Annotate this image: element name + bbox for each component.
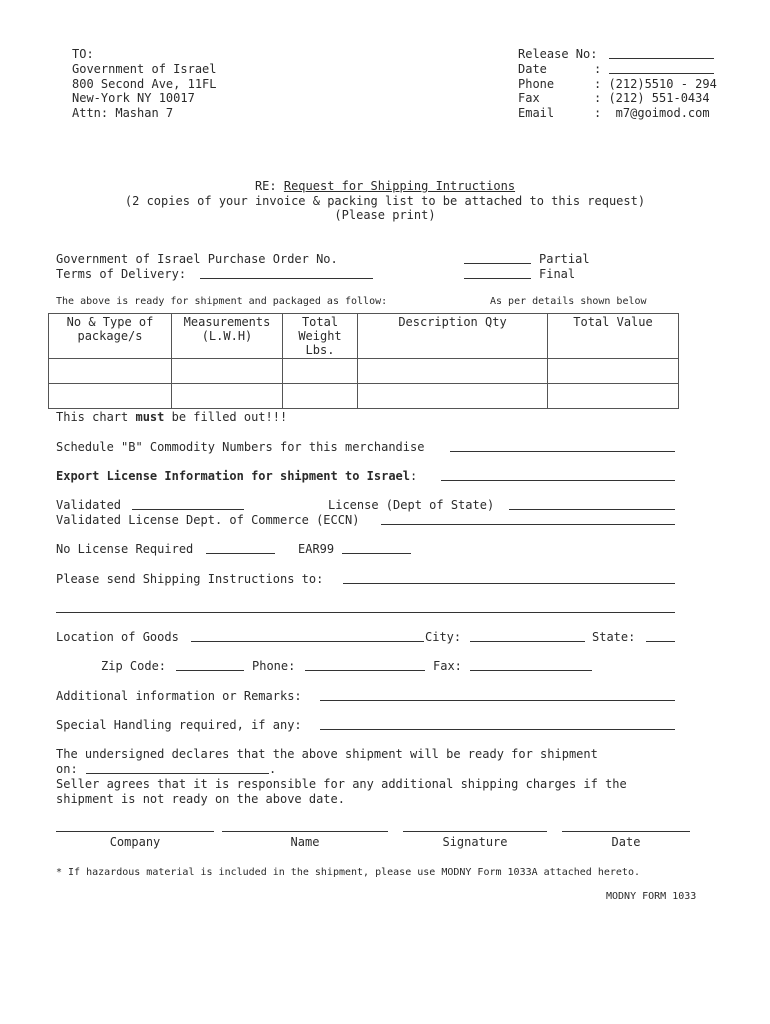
export-license-label xyxy=(56,469,417,484)
validated-commerce-label: Validated License Dept. of Commerce (ECCN) xyxy=(56,513,360,527)
date-field[interactable] xyxy=(609,62,714,78)
table-cell[interactable] xyxy=(49,384,172,409)
table-cell[interactable] xyxy=(548,359,679,384)
col-value: Total Value xyxy=(548,314,679,359)
signature-signature-label: Signature xyxy=(442,835,508,849)
state-field[interactable] xyxy=(646,630,675,646)
table-cell[interactable] xyxy=(283,359,358,384)
signature-name-label: Name xyxy=(290,835,320,849)
phone-label: Phone xyxy=(518,77,555,91)
ear99-label: EAR99 xyxy=(298,542,335,556)
chart-note xyxy=(56,410,287,425)
signature-date[interactable] xyxy=(562,831,690,850)
table-cell[interactable] xyxy=(172,359,283,384)
col-weight: Total Weight Lbs. xyxy=(283,314,358,359)
to-line-2: 800 Second Ave, 11FL xyxy=(72,77,217,91)
to-label: TO: xyxy=(72,47,94,61)
email-label: Email xyxy=(518,106,555,120)
re-copies-note: (2 copies of your invoice & packing list to be attached to this request) xyxy=(124,194,646,208)
table-header-row xyxy=(49,314,679,359)
export-license-field[interactable] xyxy=(441,469,675,485)
schedule-b-field[interactable] xyxy=(450,440,675,456)
additional-label: Additional information or Remarks: xyxy=(56,689,302,703)
special-field[interactable] xyxy=(320,718,675,734)
chart-note-must: must xyxy=(135,410,165,424)
re-print-note: (Please print) xyxy=(334,208,436,222)
city-field[interactable] xyxy=(470,630,585,646)
table-cell[interactable] xyxy=(548,384,679,409)
col-measurements: Measurements (L.W.H) xyxy=(172,314,283,359)
fax-value: : (212) 551-0434 xyxy=(594,91,710,105)
declaration-line-3: Seller agrees that it is responsible for any additional shipping charges if the xyxy=(56,777,627,791)
declaration-line-4: shipment is not ready on the above date. xyxy=(56,792,345,806)
email-value: : m7@goimod.com xyxy=(594,106,710,120)
table-cell[interactable] xyxy=(49,359,172,384)
table-row xyxy=(49,359,679,384)
no-license-field[interactable] xyxy=(206,542,275,558)
export-license-text: Export License Information for shipment to Israel xyxy=(56,469,411,483)
col-description: Description Qty xyxy=(358,314,548,359)
signature-date-label: Date xyxy=(611,835,641,849)
phone-field[interactable] xyxy=(305,659,425,675)
partial-field[interactable] xyxy=(464,252,531,268)
ready-note-right: As per details shown below xyxy=(490,296,647,307)
signature-name[interactable] xyxy=(222,831,388,850)
license-state-label: License (Dept of State) xyxy=(328,498,495,512)
terms-field[interactable] xyxy=(200,267,373,283)
city-label: City: xyxy=(425,630,462,644)
table-cell[interactable] xyxy=(283,384,358,409)
additional-field[interactable] xyxy=(320,689,675,705)
table-cell[interactable] xyxy=(358,359,548,384)
terms-label: Terms of Delivery: xyxy=(56,267,187,281)
schedule-b-label: Schedule "B" Commodity Numbers for this merchandise xyxy=(56,440,425,454)
partial-label: Partial xyxy=(539,252,590,266)
declaration-line-1: The undersigned declares that the above shipment will be ready for shipment xyxy=(56,747,598,761)
signature-company[interactable] xyxy=(56,831,214,850)
zip-label: Zip Code: xyxy=(101,659,167,673)
po-label: Government of Israel Purchase Order No. xyxy=(56,252,338,266)
release-field[interactable] xyxy=(609,47,714,63)
zip-field[interactable] xyxy=(176,659,244,675)
license-state-field[interactable] xyxy=(509,498,675,514)
declaration-date-field[interactable] xyxy=(86,762,269,778)
declaration-period: . xyxy=(269,762,277,776)
form-id: MODNY FORM 1033 xyxy=(606,891,697,902)
to-line-3: New-York NY 10017 xyxy=(72,91,195,105)
re-prefix: RE: xyxy=(254,179,284,193)
validated-commerce-field[interactable] xyxy=(381,513,675,529)
ear99-field[interactable] xyxy=(342,542,411,558)
fax-field-label: Fax: xyxy=(433,659,462,673)
re-line xyxy=(0,179,770,194)
table-row xyxy=(49,384,679,409)
col-package: No & Type of package/s xyxy=(49,314,172,359)
chart-note-pre: This chart xyxy=(56,410,136,424)
to-line-4: Attn: Mashan 7 xyxy=(72,106,174,120)
date-label: Date xyxy=(518,62,547,76)
chart-note-post: be filled out!!! xyxy=(164,410,288,424)
signature-signature[interactable] xyxy=(403,831,547,850)
export-license-colon: : xyxy=(410,469,418,483)
to-line-1: Government of Israel xyxy=(72,62,217,76)
table-cell[interactable] xyxy=(358,384,548,409)
ready-note: The above is ready for shipment and packaged as follow: xyxy=(56,296,388,307)
send-instructions-label: Please send Shipping Instructions to: xyxy=(56,572,324,586)
no-license-label: No License Required xyxy=(56,542,194,556)
declaration-on-label: on: xyxy=(56,762,78,776)
location-label: Location of Goods xyxy=(56,630,179,644)
send-instructions-field[interactable] xyxy=(343,572,675,588)
phone-value: : (212)5510 - 294 xyxy=(594,77,717,91)
special-label: Special Handling required, if any: xyxy=(56,718,302,732)
final-field[interactable] xyxy=(464,267,531,283)
phone-field-label: Phone: xyxy=(252,659,296,673)
signature-company-label: Company xyxy=(109,835,161,849)
fax-field[interactable] xyxy=(470,659,592,675)
validated-field[interactable] xyxy=(132,498,244,514)
date-sep: : xyxy=(594,62,602,76)
shipment-table xyxy=(48,313,679,409)
state-label: State: xyxy=(592,630,636,644)
validated-label: Validated xyxy=(56,498,122,512)
table-cell[interactable] xyxy=(172,384,283,409)
fax-label: Fax xyxy=(518,91,540,105)
location-field[interactable] xyxy=(191,630,424,646)
re-subject: Request for Shipping Intructions xyxy=(283,179,516,193)
send-instructions-field-2[interactable] xyxy=(56,601,675,617)
release-label: Release No: xyxy=(518,47,598,61)
final-label: Final xyxy=(539,267,576,281)
hazardous-footnote: * If hazardous material is included in the shipment, please use MODNY Form 1033A attached hereto. xyxy=(56,867,640,878)
